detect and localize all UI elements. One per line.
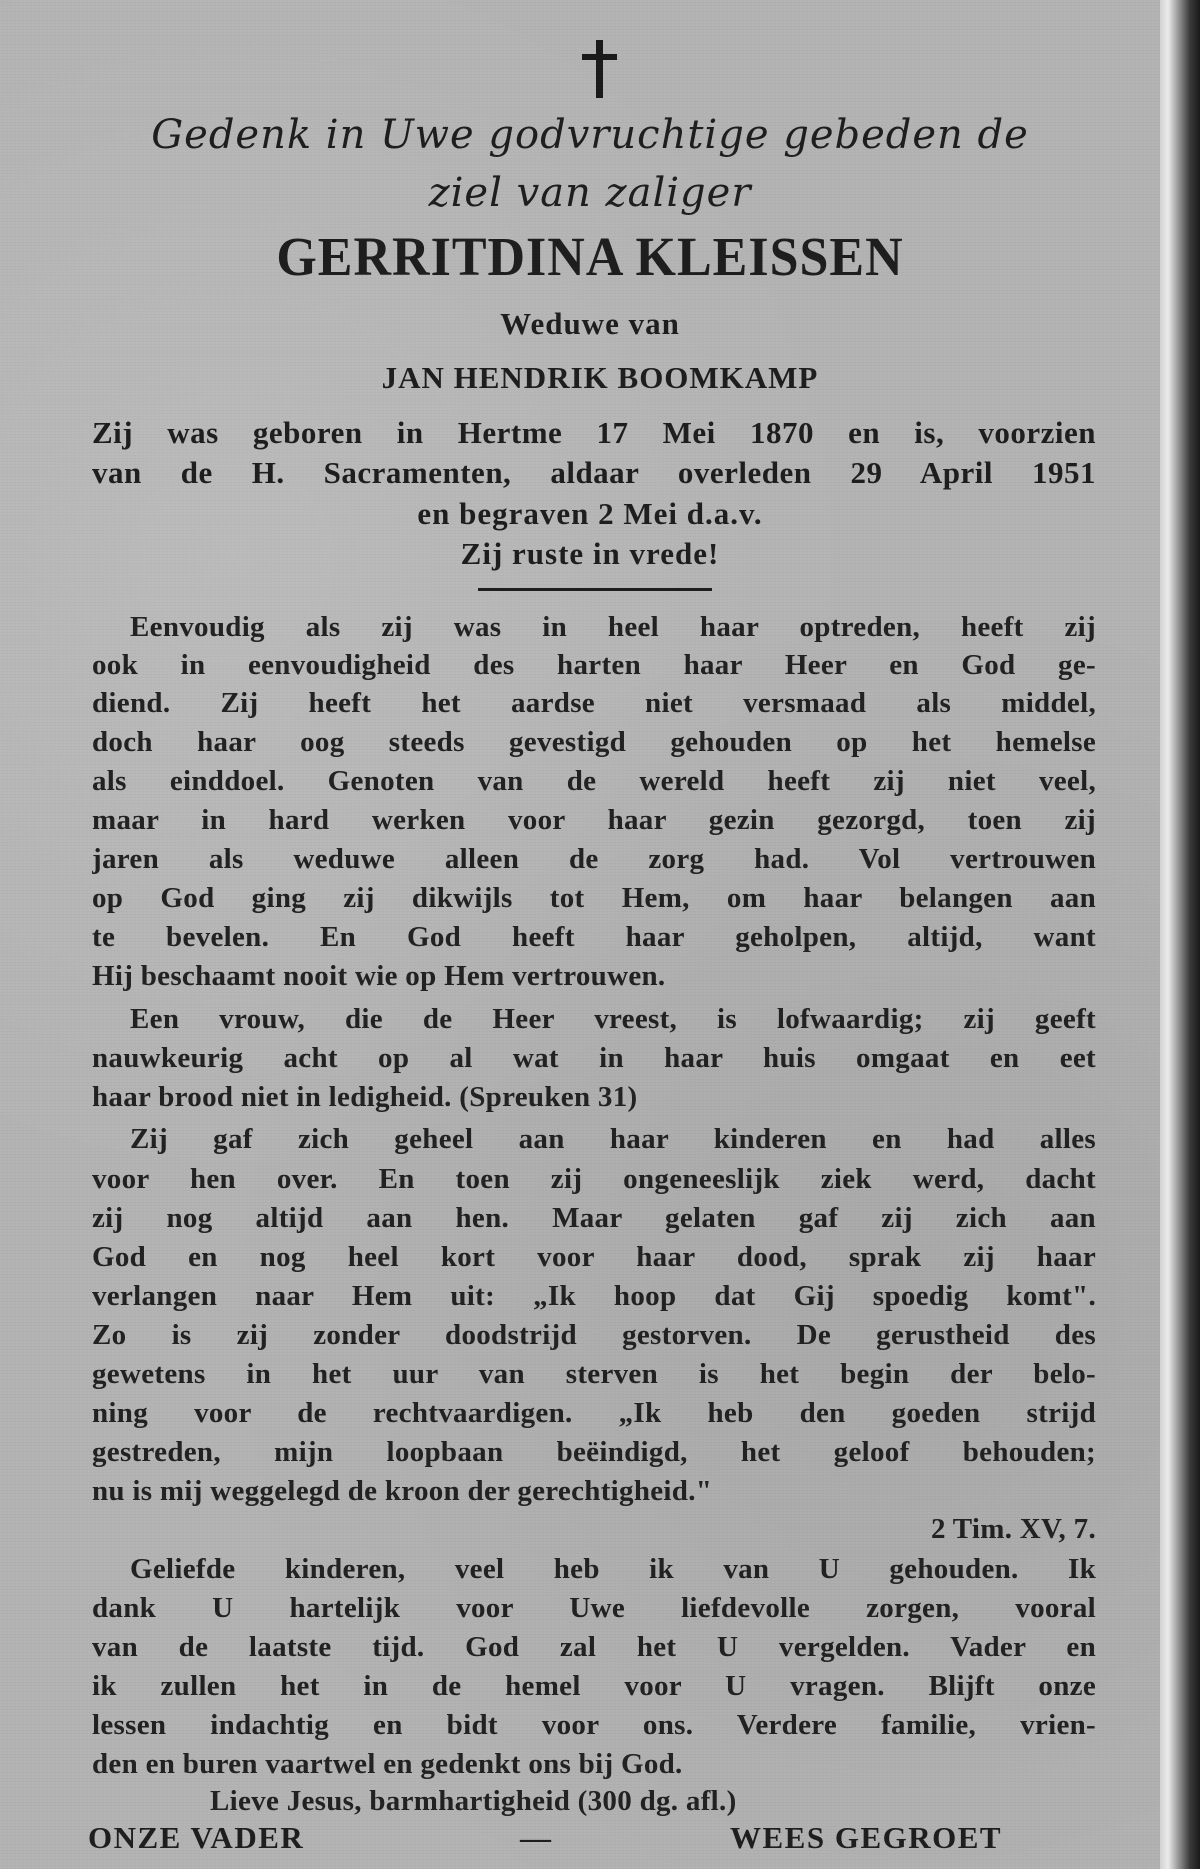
body-line: Zo is zij zonder doodstrijd gestorven. De gerustheid des xyxy=(92,1319,1096,1351)
body-line: gestreden, mijn loopbaan beëindigd, het geloof behouden; xyxy=(92,1436,1096,1468)
detail-line-1: Zij was geboren in Hertme 17 Mei 1870 en is, voorzien xyxy=(92,416,1096,450)
body-line: verlangen naar Hem uit: „Ik hoop dat Gij spoedig komt". xyxy=(92,1280,1096,1312)
body-line: van de laatste tijd. God zal het U vergelden. Vader en xyxy=(92,1631,1096,1663)
body-line: nauwkeurig acht op al wat in haar huis omgaat en eet xyxy=(92,1042,1096,1074)
body-line: Een vrouw, die de Heer vreest, is lofwaardig; zij geeft xyxy=(130,1003,1096,1035)
footer-dash: — xyxy=(520,1820,553,1855)
body-line: dank U hartelijk voor Uwe liefdevolle zorgen, vooral xyxy=(92,1592,1096,1624)
heading-line-1: Gedenk in Uwe godvruchtige gebeden de xyxy=(151,112,1029,158)
body-line: Hij beschaamt nooit wie op Hem vertrouwen. xyxy=(92,960,666,992)
footer-wees-gegroet: WEES GEGROET xyxy=(730,1820,1003,1855)
body-line: voor hen over. En toen zij ongeneeslijk ziek werd, dacht xyxy=(92,1163,1096,1195)
body-line: ik zullen het in de hemel voor U vragen. Blijft onze xyxy=(92,1670,1096,1702)
body-line: maar in hard werken voor haar gezin gezorgd, toen zij xyxy=(92,804,1096,836)
card-edge xyxy=(1160,0,1200,1869)
body-line: ning voor de rechtvaardigen. „Ik heb den goeden strijd xyxy=(92,1397,1096,1429)
body-line: ook in eenvoudigheid des harten haar Heer en God ge- xyxy=(92,649,1096,681)
body-line: nu is mij weggelegd de kroon der gerechtigheid." xyxy=(92,1475,713,1507)
body-line: lessen indachtig en bidt voor ons. Verdere familie, vrien- xyxy=(92,1709,1096,1741)
body-line: gewetens in het uur van sterven is het begin der belo- xyxy=(92,1358,1096,1390)
body-line: te bevelen. En God heeft haar geholpen, altijd, want xyxy=(92,921,1096,953)
body-line: op God ging zij dikwijls tot Hem, om haar belangen aan xyxy=(92,882,1096,914)
body-line: zij nog altijd aan hen. Maar gelaten gaf zij zich aan xyxy=(92,1202,1096,1234)
detail-line-2: van de H. Sacramenten, aldaar overleden 29 April 1951 xyxy=(92,456,1096,490)
heading-line-2: ziel van zaliger xyxy=(428,170,752,216)
detail-line-3: en begraven 2 Mei d.a.v. xyxy=(417,496,763,531)
divider xyxy=(478,588,712,591)
citation: 2 Tim. XV, 7. xyxy=(930,1513,1096,1545)
body-line: den en buren vaartwel en gedenkt ons bij God. xyxy=(92,1748,683,1780)
body-line: Geliefde kinderen, veel heb ik van U gehouden. Ik xyxy=(130,1553,1096,1585)
spouse-name: JAN HENDRIK BOOMKAMP xyxy=(381,360,819,395)
deceased-name: GERRITDINA KLEISSEN xyxy=(276,227,904,288)
cross-icon xyxy=(560,34,640,104)
body-line: God en nog heel kort voor haar dood, sprak zij haar xyxy=(92,1241,1096,1273)
body-line: Eenvoudig als zij was in heel haar optreden, heeft zij xyxy=(130,611,1096,643)
body-line: haar brood niet in ledigheid. (Spreuken 31) xyxy=(92,1081,638,1113)
body-line: als einddoel. Genoten van de wereld heeft zij niet veel, xyxy=(92,765,1096,797)
prayer-line: Lieve Jesus, barmhartigheid (300 dg. afl.) xyxy=(210,1785,737,1817)
footer-onze-vader: ONZE VADER xyxy=(88,1820,305,1855)
body-line: doch haar oog steeds gevestigd gehouden op het hemelse xyxy=(92,726,1096,758)
body-line: Zij gaf zich geheel aan haar kinderen en had alles xyxy=(130,1123,1096,1155)
body-line: diend. Zij heeft het aardse niet versmaad als middel, xyxy=(92,687,1096,719)
widow-label: Weduwe van xyxy=(500,306,680,341)
body-line: jaren als weduwe alleen de zorg had. Vol vertrouwen xyxy=(92,843,1096,875)
detail-line-4: Zij ruste in vrede! xyxy=(460,536,720,571)
